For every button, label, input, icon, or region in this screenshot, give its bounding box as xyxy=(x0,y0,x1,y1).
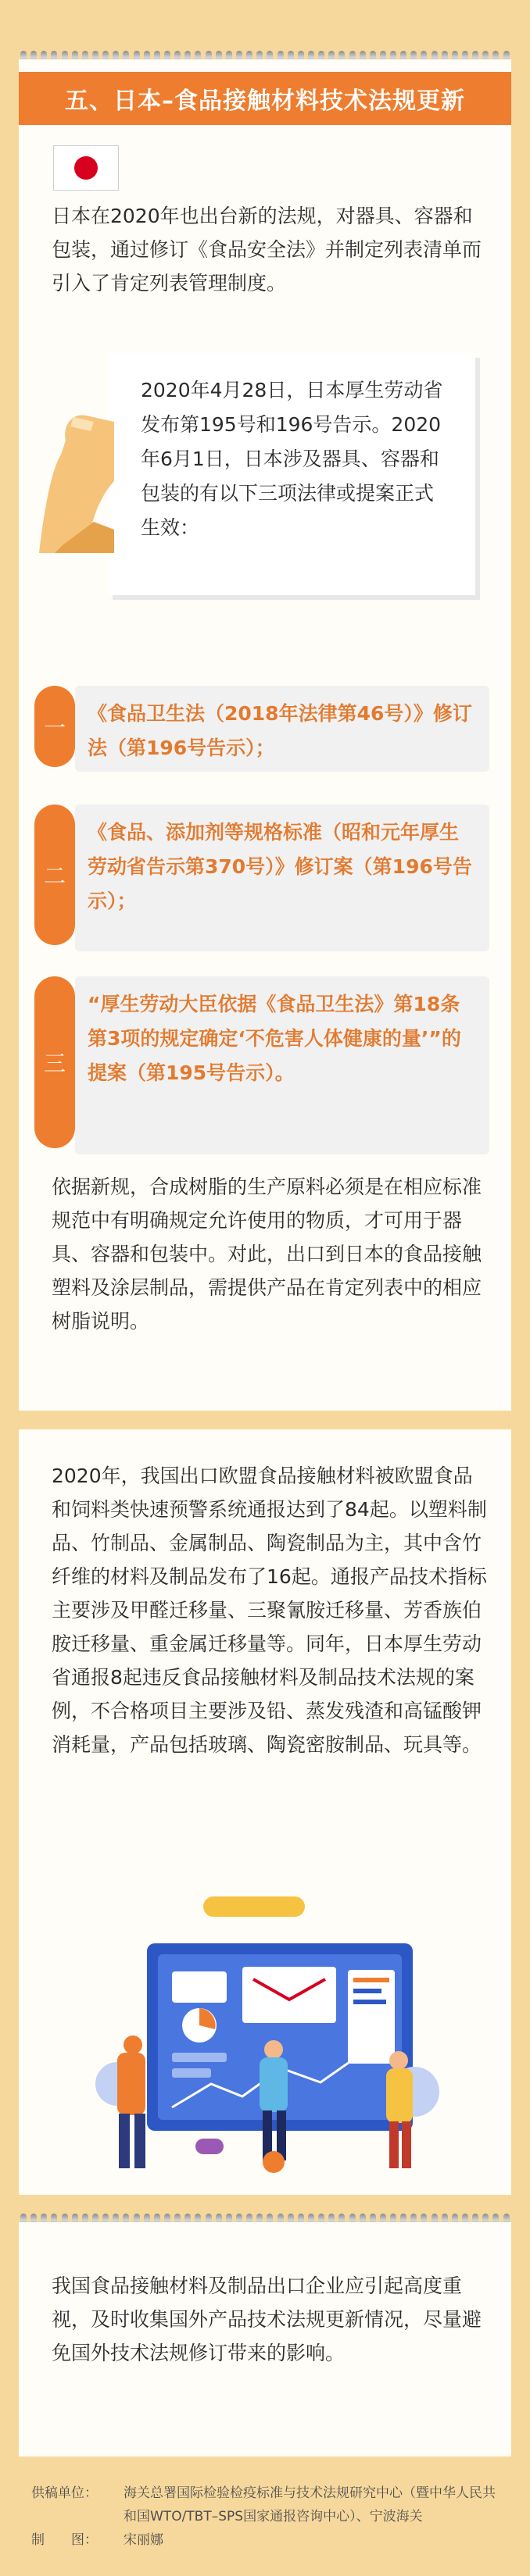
section-title-text: 五、日本–食品接触材料技术法规更新 xyxy=(65,87,465,115)
item-1 xyxy=(75,686,489,772)
item-number-2: 二 xyxy=(34,805,75,945)
japan-flag-icon xyxy=(53,145,119,191)
item-3 xyxy=(75,976,489,1154)
item-3-text: “厚生劳动大臣依据《食品卫生法》第18条第3项的规定确定‘不危害人体健康的量’”的提案（第195号告示）。 xyxy=(88,993,461,1084)
item-2 xyxy=(75,805,489,951)
footer-source-text: 海关总署国际检验检疫标准与技术法规研究中心（暨中华人民共和国WTO/TBT–SPS国家通报咨询中心）、宁波海关 xyxy=(124,2485,496,2524)
advice-paragraph: 我国食品接触材料及制品出口企业应引起高度重视，及时收集国外产品技术法规更新情况，尽量避免国外技术法规修订带来的影响。 xyxy=(52,2275,482,2364)
footer-source-label: 供稿单位： xyxy=(31,2485,98,2501)
footer-source-row xyxy=(31,2481,508,2528)
footer-maker-text: 宋丽娜 xyxy=(124,2532,163,2548)
item-number-3: 三 xyxy=(34,976,75,1148)
stats-paragraph: 2020年，我国出口欧盟食品接触材料被欧盟食品和饲料类快速预警系统通报达到了84起。以塑料制品、竹制品、金属制品、陶瓷制品为主，其中含竹纤维的材料及制品发布了16起。通报产品技术指标主要涉及甲醛迁移量、三聚氰胺迁移量、芳香族伯胺迁移量、重金属迁移量等。同年，日本厚生劳动省通报8起违反食品接触材料及制品技术法规的案例，不合格项目主要涉及铅、蒸发残渣和高锰酸钾消耗量，产品包括玻璃、陶瓷密胺制品、玩具等。 xyxy=(52,1465,487,1756)
footer-maker-row xyxy=(31,2528,508,2552)
intro-paragraph: 日本在2020年也出台新的法规，对器具、容器和包装，通过修订《食品安全法》并制定列表清单而引入了肯定列表管理制度。 xyxy=(52,205,482,294)
item-2-text: 《食品、添加剂等规格标准（昭和元年厚生劳动省告示第370号）》修订案（第196号告示）； xyxy=(88,821,472,912)
section-title xyxy=(19,72,511,125)
footer xyxy=(31,2481,508,2552)
item-number-1: 一 xyxy=(34,686,75,767)
notice-text: 2020年4月28日，日本厚生劳动省发布第195号和196号告示。2020年6月1日，日本涉及器具、容器和包装的有以下三项法律或提案正式生效： xyxy=(141,379,443,539)
hand-holding-paper-icon xyxy=(39,405,114,553)
dashboard-team-illustration xyxy=(86,1896,446,2185)
footer-maker-label: 制 图： xyxy=(31,2532,98,2548)
conclusion-paragraph: 依据新规，合成树脂的生产原料必须是在相应标准规范中有明确规定允许使用的物质，才可用于器具、容器和包装中。对此，出口到日本的食品接触塑料及涂层制品，需提供产品在肯定列表中的相应树脂说明。 xyxy=(52,1176,482,1333)
item-1-text: 《食品卫生法（2018年法律第46号）》修订法（第196号告示）； xyxy=(88,702,472,759)
